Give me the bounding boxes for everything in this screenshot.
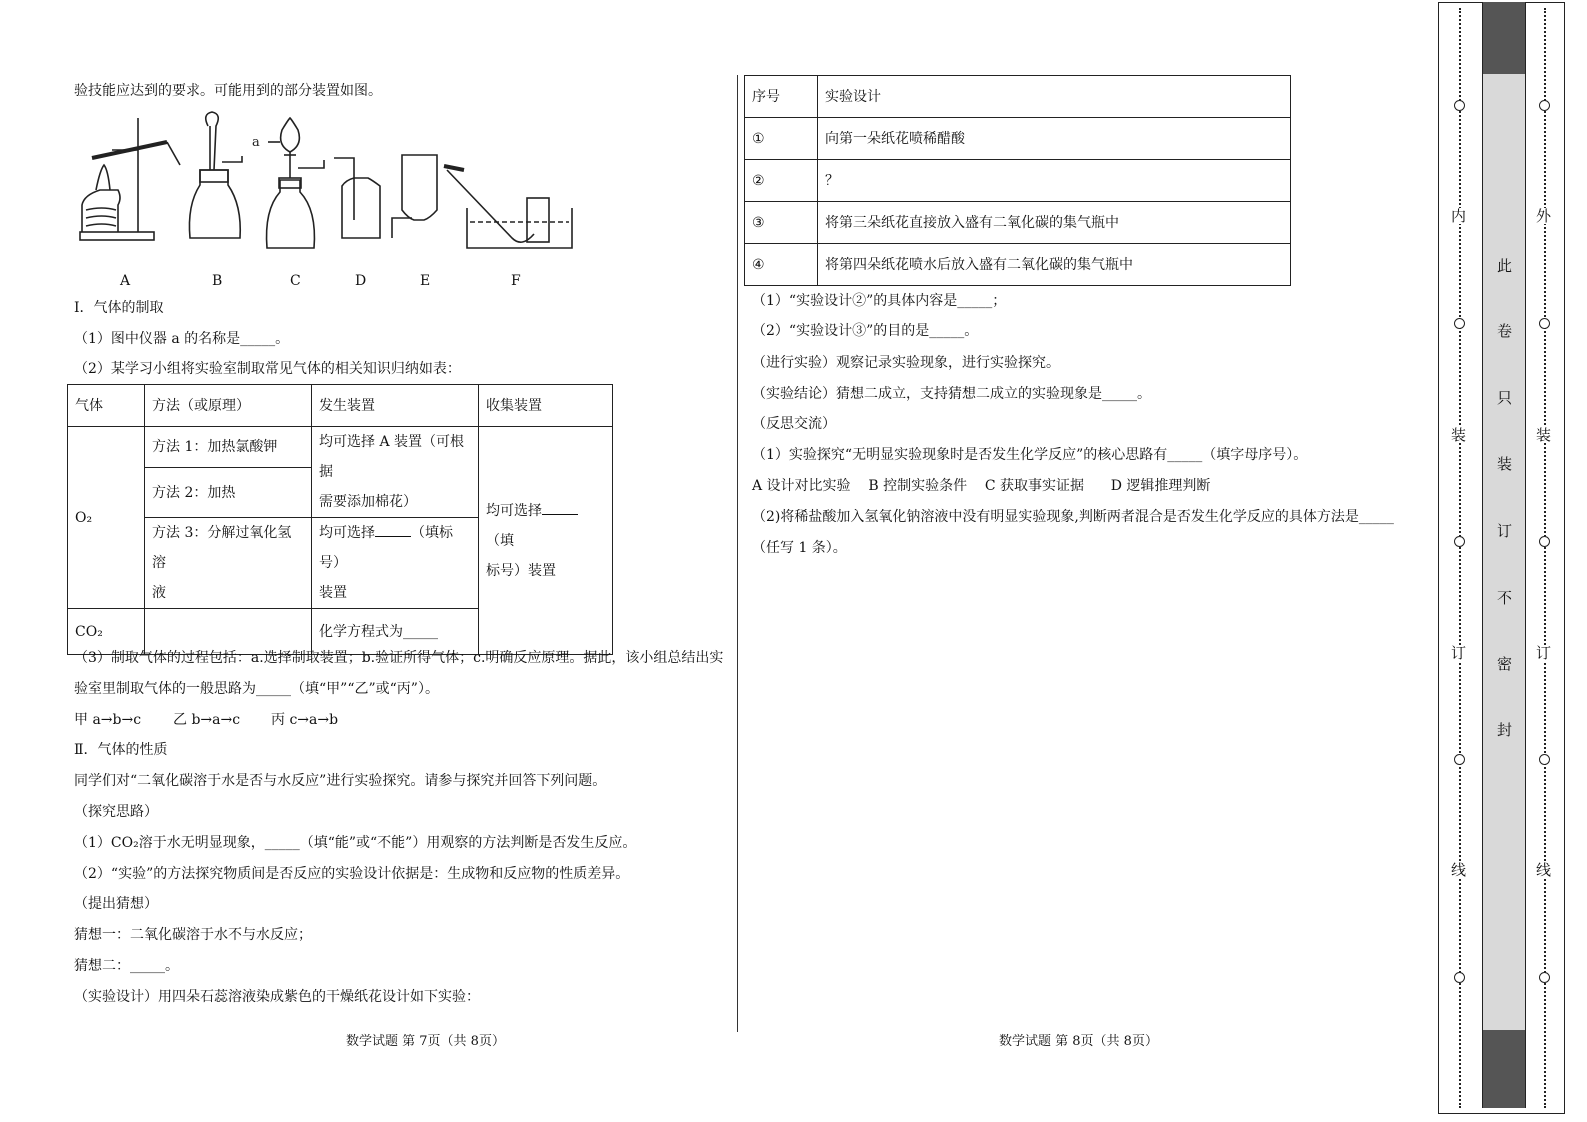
- cell-o2: O₂: [68, 427, 145, 609]
- row3-design: 将第三朵纸花直接放入盛有二氧化碳的集气瓶中: [818, 202, 1291, 244]
- row1-num: ①: [745, 118, 818, 160]
- para-5: （提出猜想）: [74, 896, 158, 912]
- label-F: F: [511, 273, 521, 289]
- outer-char: 订: [1536, 644, 1552, 662]
- hole-circle: [1454, 100, 1465, 111]
- cell-co2-device: 化学方程式为_____: [312, 609, 479, 655]
- band-char: 只: [1497, 389, 1513, 407]
- th-method: 方法（或原理）: [145, 385, 312, 427]
- label-E: E: [420, 273, 431, 289]
- cell-method1: 方法 1：加热氯酸钾: [145, 427, 312, 468]
- right-p8: （2)将稀盐酸加入氢氧化钠溶液中没有明显实验现象,判断两者混合是否发生化学反应的具体方法是_____: [752, 509, 1394, 525]
- label-A: A: [120, 273, 131, 289]
- label-C: C: [290, 273, 301, 289]
- binding-gray-band: [1482, 2, 1526, 1108]
- question-2: （2）某学习小组将实验室制取常见气体的相关知识归纳如表：: [74, 361, 461, 377]
- para-1: 同学们对“二氧化碳溶于水是否与水反应”进行实验探究。请参与探究并回答下列问题。: [74, 773, 607, 789]
- hole-circle: [1454, 972, 1465, 983]
- hole-circle: [1454, 318, 1465, 329]
- right-q1: （1）“实验设计②”的具体内容是_____；: [752, 293, 1007, 309]
- th-design: 实验设计: [818, 76, 1291, 118]
- cell-device1: 均可选择 A 装置（可根据 需要添加棉花）: [312, 427, 479, 518]
- apparatus-figure: [72, 110, 582, 250]
- para-7: 猜想二：_____。: [74, 958, 179, 974]
- th-number: 序号: [745, 76, 818, 118]
- question-3b: 验室里制取气体的一般思路为_____（填“甲”“乙”或“丙”）。: [74, 681, 439, 697]
- right-p5: （反思交流）: [752, 416, 836, 432]
- page-divider: [737, 75, 738, 1032]
- hole-circle: [1539, 536, 1550, 547]
- row2-design: ？: [818, 160, 1291, 202]
- row2-num: ②: [745, 160, 818, 202]
- band-char: 订: [1497, 522, 1513, 540]
- outer-char: 装: [1536, 426, 1552, 444]
- hole-circle: [1539, 100, 1550, 111]
- label-D: D: [355, 273, 367, 289]
- inner-dotted-line: [1459, 8, 1471, 1108]
- section2-heading: Ⅱ．气体的性质: [74, 742, 168, 758]
- th-gas: 气体: [68, 385, 145, 427]
- row3-num: ③: [745, 202, 818, 244]
- band-char: 密: [1497, 655, 1513, 673]
- row4-design: 将第四朵纸花喷水后放入盛有二氧化碳的集气瓶中: [818, 244, 1291, 286]
- experiment-table: [744, 75, 1291, 286]
- para-6: 猜想一：二氧化碳溶于水不与水反应；: [74, 927, 312, 943]
- intro-text: 验技能应达到的要求。可能用到的部分装置如图。: [74, 83, 382, 99]
- cell-collect: 均可选择（填 标号）装置: [479, 427, 613, 655]
- outer-char: 外: [1536, 207, 1552, 225]
- question-3a: （3）制取气体的过程包括：a.选择制取装置；b.验证所得气体；c.明确反应原理。据此，该小组总结出实: [74, 650, 724, 666]
- para-4: （2）“实验”的方法探究物质间是否反应的实验设计依据是：生成物和反应物的性质差异。: [74, 866, 630, 882]
- th-collect: 收集装置: [479, 385, 613, 427]
- inner-char: 订: [1451, 644, 1467, 662]
- band-char: 卷: [1497, 322, 1513, 340]
- hole-circle: [1539, 318, 1550, 329]
- apparatus-a-label: a: [252, 135, 260, 150]
- option-yi: 乙 b→a→c: [173, 712, 241, 728]
- question-1: （1）图中仪器 a 的名称是_____。: [74, 331, 290, 347]
- row1-design: 向第一朵纸花喷稀醋酸: [818, 118, 1291, 160]
- right-p3: （进行实验）观察记录实验现象，进行实验探究。: [752, 355, 1060, 371]
- option-jia: 甲 a→b→c: [74, 712, 142, 728]
- cell-method3: 方法 3：分解过氧化氢溶 液: [145, 518, 312, 609]
- right-q2: （2）“实验设计③”的目的是_____。: [752, 323, 979, 339]
- right-options: A 设计对比实验 B 控制实验条件 C 获取事实证据 D 逻辑推理判断: [752, 478, 1211, 494]
- option-bing: 丙 c→a→b: [271, 712, 339, 728]
- hole-circle: [1539, 754, 1550, 765]
- band-char: 封: [1497, 721, 1513, 739]
- cell-method2: 方法 2：加热: [145, 468, 312, 518]
- footer-left: 数学试题 第 7页（共 8页）: [346, 1034, 505, 1049]
- band-char: 不: [1497, 589, 1513, 607]
- para-8: （实验设计）用四朵石蕊溶液染成紫色的干燥纸花设计如下实验：: [74, 989, 480, 1005]
- inner-char: 内: [1451, 207, 1467, 225]
- band-char: 此: [1497, 257, 1513, 275]
- footer-right: 数学试题 第 8页（共 8页）: [999, 1034, 1158, 1049]
- band-char: 装: [1497, 455, 1513, 473]
- hole-circle: [1454, 754, 1465, 765]
- cell-device2: 均可选择 （填标号） 装置: [312, 518, 479, 609]
- inner-char: 装: [1451, 426, 1467, 444]
- inner-char: 线: [1451, 861, 1467, 879]
- cell-co2: CO₂: [68, 609, 145, 655]
- para-3: （1）CO₂溶于水无明显现象，_____（填“能”或“不能”）用观察的方法判断是否发生反应。: [74, 835, 637, 851]
- th-device: 发生装置: [312, 385, 479, 427]
- hole-circle: [1539, 972, 1550, 983]
- cell-co2-method: [145, 609, 312, 655]
- section1-heading: Ⅰ．气体的制取: [74, 300, 164, 316]
- right-p9: （任写 1 条）。: [752, 540, 847, 556]
- outer-char: 线: [1536, 861, 1552, 879]
- row4-num: ④: [745, 244, 818, 286]
- outer-dotted-line: [1544, 8, 1556, 1108]
- label-B: B: [212, 273, 223, 289]
- hole-circle: [1454, 536, 1465, 547]
- gas-table: [67, 384, 613, 655]
- right-p6: （1）实验探究“无明显实验现象时是否发生化学反应”的核心思路有_____（填字母序号）。: [752, 447, 1308, 463]
- stand-base: [80, 232, 154, 240]
- para-2: （探究思路）: [74, 804, 158, 820]
- right-p4: （实验结论）猜想二成立，支持猜想二成立的实验现象是_____。: [752, 386, 1151, 402]
